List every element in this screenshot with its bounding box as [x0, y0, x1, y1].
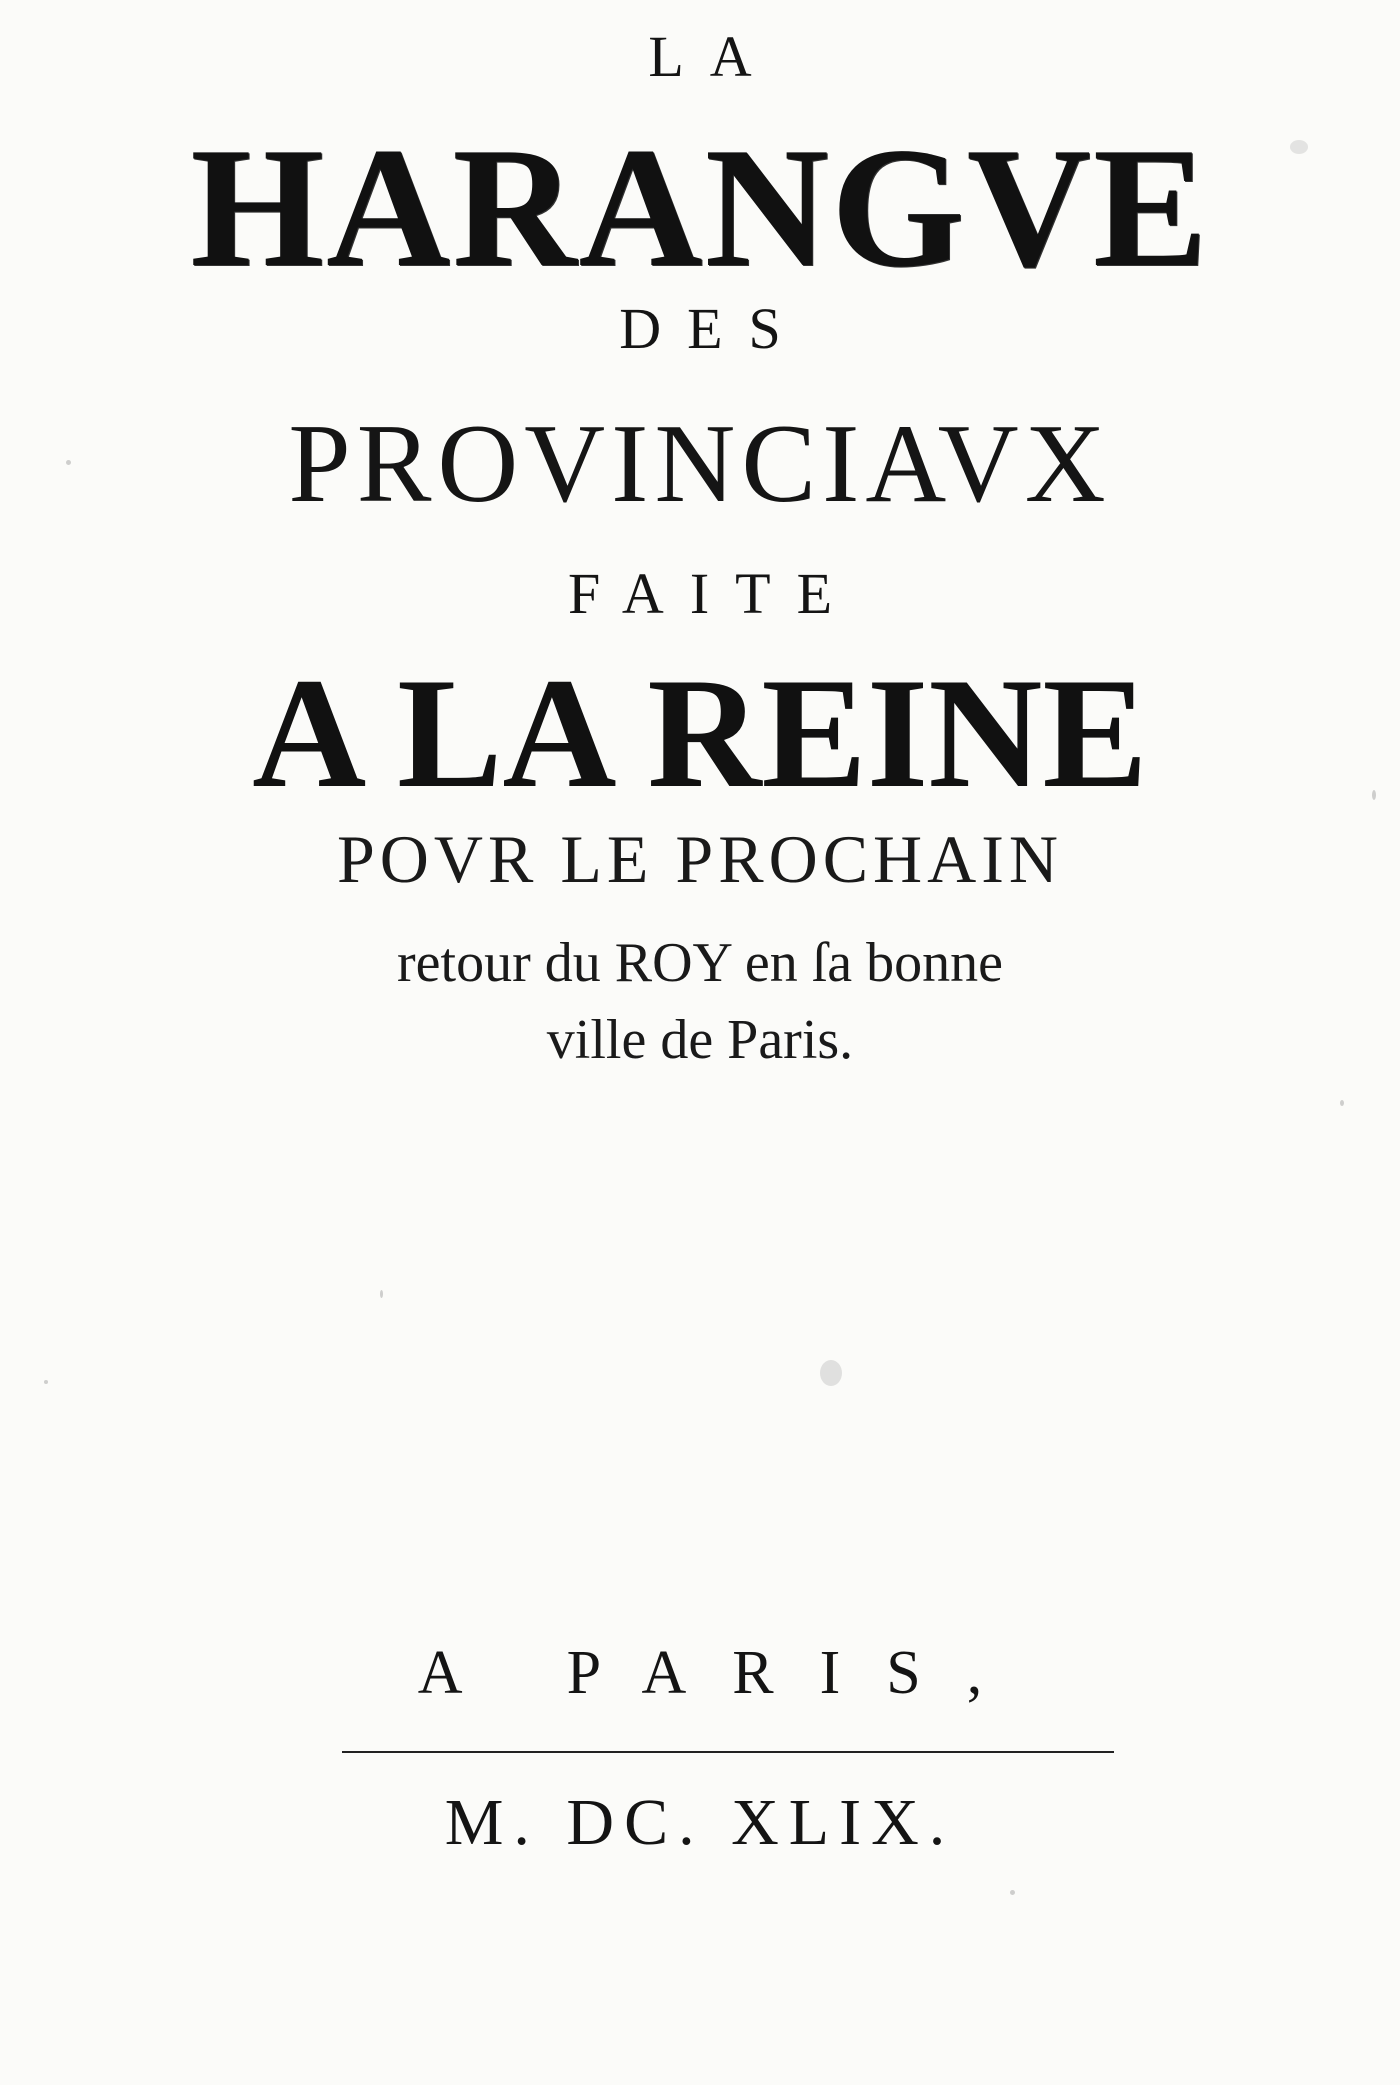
title-preposition: DES: [619, 296, 807, 361]
title-addressee: A LA REINE: [252, 646, 1148, 821]
paper-speck: [1372, 790, 1376, 800]
paper-speck: [66, 460, 71, 465]
title-subject: PROVINCIAVX: [288, 402, 1112, 526]
subtitle-line-2: ville de Paris.: [546, 1009, 854, 1071]
paper-speck: [820, 1360, 842, 1386]
paper-speck: [44, 1380, 48, 1384]
subtitle-line-1: retour du ROY en ſa bonne: [397, 932, 1003, 994]
title-verb: FAITE: [567, 561, 858, 626]
subtitle-caps: POVR LE PROCHAIN: [336, 821, 1064, 897]
paper-speck: [380, 1290, 383, 1298]
paper-speck: [1290, 140, 1308, 154]
imprint-date: M. DC. XLIX.: [444, 1786, 956, 1859]
title-article: LA: [648, 24, 778, 89]
paper-speck: [1010, 1890, 1015, 1895]
imprint-rule: [342, 1751, 1114, 1753]
imprint-place: A PARIS,: [417, 1639, 1029, 1707]
main-title: HARANGVE: [190, 113, 1210, 303]
paper-speck: [1340, 1100, 1344, 1106]
